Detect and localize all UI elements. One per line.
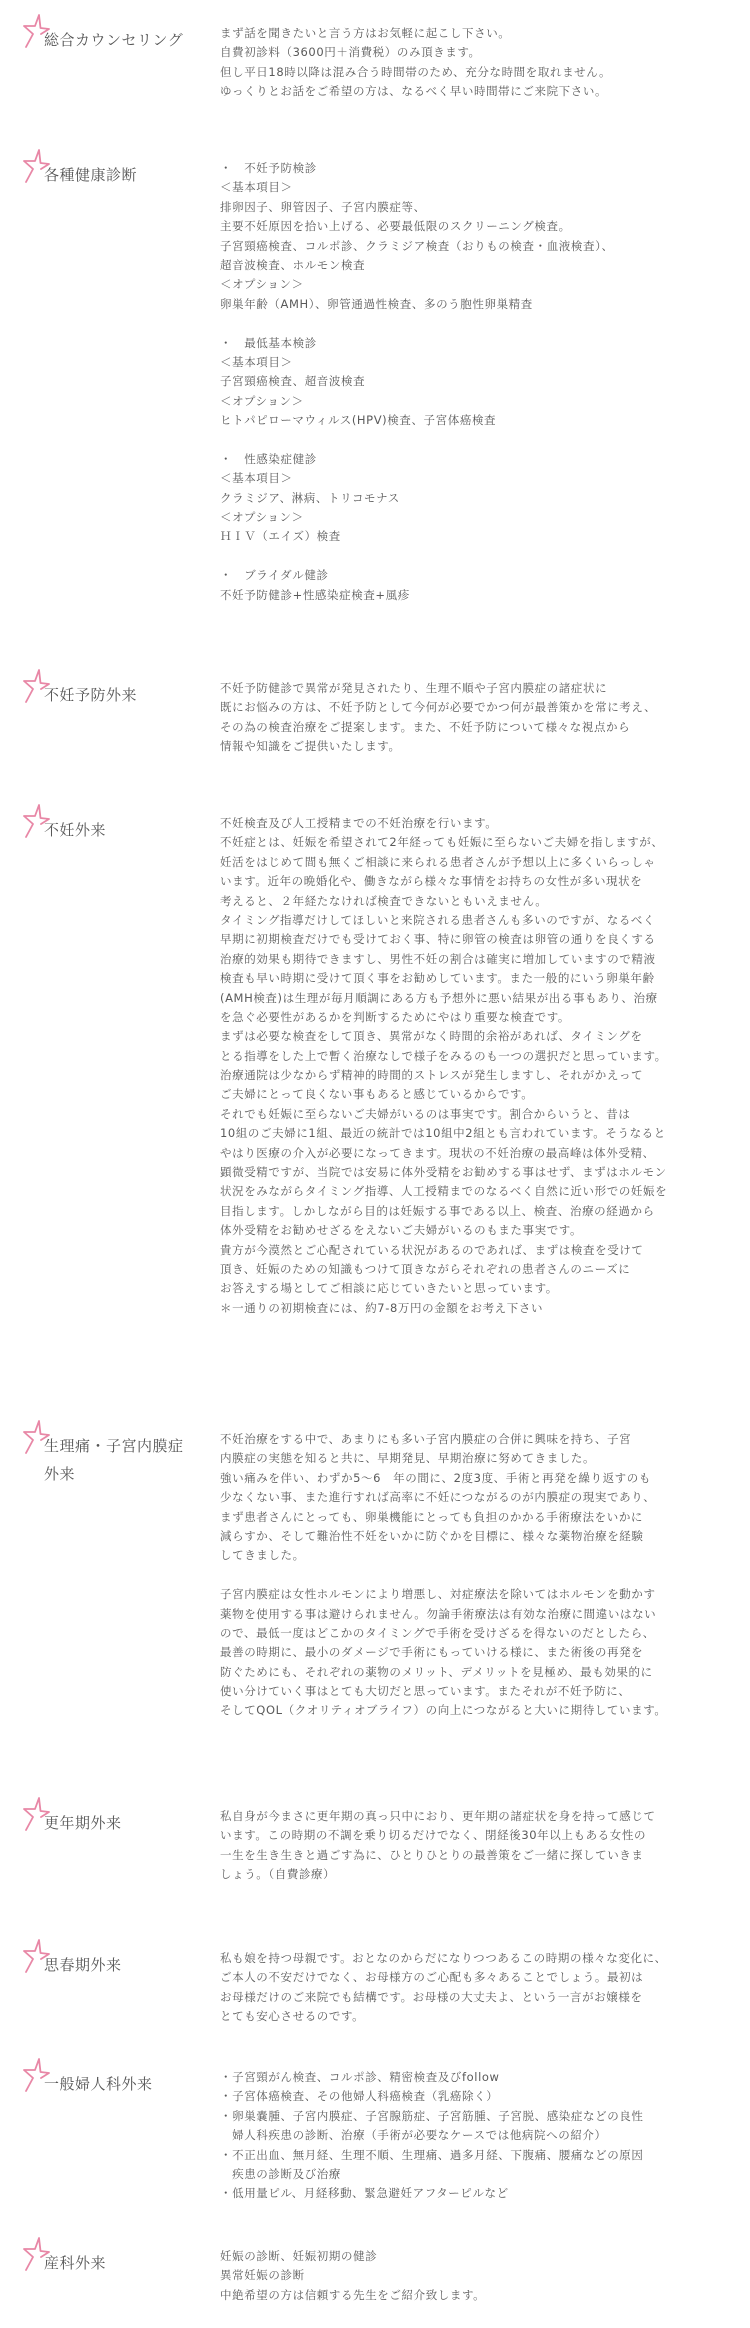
section-heading (22, 14, 212, 64)
text-line: 内膜症の実態を知ると共に、早期発見、早期治療に努めてきました。 (220, 1451, 596, 1466)
section-body (220, 1949, 735, 2027)
text-line: ご夫婦にとって良くない事もあると感じているからです。 (220, 1087, 534, 1102)
text-line: を急ぐ必要性があるかを判断するためにやはり重要な検査です。 (220, 1009, 570, 1024)
text-line: 自費初診料（3600円＋消費税）のみ頂きます。 (220, 45, 481, 60)
text-line: ＜オプション＞ (220, 393, 304, 408)
section-title: 生理痛・子宮内膜症 外来 (44, 1437, 184, 1483)
text-line: 考えると、２年経たなければ検査できないともいえません。 (220, 893, 548, 908)
text-line: 情報や知識をご提供いたします。 (220, 739, 401, 754)
section-body (220, 24, 735, 102)
text-line (220, 1566, 735, 1585)
text-line: 不妊症とは、妊娠を希望されて2年経っても妊娠に至らないご夫婦を指しますが、 (220, 835, 664, 850)
section-title: 更年期外来 (44, 1814, 122, 1832)
section-title: 各種健康診断 (44, 166, 138, 184)
text-line: 薬物を使用する事は避けられません。勿論手術療法は有効な治療に間違いはない (220, 1606, 657, 1621)
section-body (220, 159, 735, 605)
text-line: クラミジア、淋病、トリコモナス (220, 490, 400, 505)
text-line: ・子宮体癌検査、その他婦人科癌検査（乳癌除く） (220, 2089, 499, 2104)
text-line: ＜基本項目＞ (220, 471, 293, 486)
section-body (220, 814, 735, 1318)
section-body (220, 2247, 735, 2305)
text-line: 主要不妊原因を拾い上げる、必要最低限のスクリーニング検査。 (220, 219, 571, 234)
text-line: ・ 不妊予防検診 (220, 161, 317, 175)
text-line: 不妊検査及び人工授精までの不妊治療を行います。 (220, 816, 498, 830)
text-line: しょう。（自費診療） (220, 1867, 336, 1882)
text-line: 中絶希望の方は信頼する先生をご紹介致します。 (220, 2287, 486, 2302)
text-line: 私自身が今まさに更年期の真っ只中におり、更年期の諸症状を身を持って感じて (220, 1809, 656, 1823)
text-line: 超音波検査、ホルモン検査 (220, 257, 366, 272)
section-title: 産科外来 (44, 2254, 107, 2272)
text-line: お答えする場としてご相談に応じていきたいと思っています。 (220, 1281, 558, 1296)
section-title: 不妊外来 (44, 821, 107, 839)
text-line: 10組のご夫婦に1組、最近の統計では10組中2組とも言われています。そうなると (220, 1126, 666, 1141)
text-line: 顕微受精ですが、当院では安易に体外受精をお勧めする事はせず、まずはホルモン (220, 1165, 667, 1180)
text-line: 状況をみながらタイミング指導、人工授精までのなるべく自然に近い形での妊娠を (220, 1184, 668, 1199)
text-line: 但し平日18時以降は混み合う時間帯のため、充分な時間を取れません。 (220, 64, 612, 79)
text-line: ゆっくりとお話をご希望の方は、なるべく早い時間帯にご来院下さい。 (220, 84, 608, 99)
text-line: ・低用量ピル、月経移動、緊急避妊アフターピルなど (220, 2186, 509, 2201)
section-heading (22, 2237, 212, 2287)
section-heading (22, 1939, 212, 1989)
text-line: ・卵巣嚢腫、子宮内膜症、子宮腺筋症、子宮筋腫、子宮脱、感染症などの良性 (220, 2108, 644, 2123)
text-line: ＜基本項目＞ (220, 354, 293, 369)
text-line: 強い痛みを伴い、わずか5～6 年の間に、2度3度、手術と再発を繰り返すのも (220, 1470, 651, 1485)
section-heading (22, 669, 212, 719)
text-line: 頂き、妊娠のための知識もつけて頂きながらそれぞれの患者さんのニーズに (220, 1261, 631, 1276)
text-line: 子宮内膜症は女性ホルモンにより増悪し、対症療法を除いてはホルモンを動かす (220, 1587, 656, 1602)
text-line: 不妊治療をする中で、あまりにも多い子宮内膜症の合併に興味を持ち、子宮 (220, 1432, 632, 1446)
text-line (220, 430, 735, 449)
text-line: ・ 最低基本検診 (220, 335, 317, 350)
text-line: してきました。 (220, 1548, 305, 1563)
text-line: 妊活をはじめて間も無くご相談に来られる患者さんが予想以上に多くいらっしゃ (220, 854, 656, 869)
text-line: 既にお悩みの方は、不妊予防として今何が必要でかつ何が最善策かを常に考え、 (220, 700, 657, 715)
text-line: それでも妊娠に至らないご夫婦がいるのは事実です。割合からいうと、昔は (220, 1106, 631, 1121)
section-body (220, 2068, 735, 2204)
text-line: 体外受精をお勧めせざるをえないご夫婦がいるのもまた事実です。 (220, 1223, 583, 1238)
text-line: ・不正出血、無月経、生理不順、生理痛、過多月経、下腹痛、腰痛などの原因 (220, 2147, 644, 2162)
text-line: その為の検査治療をご提案します。また、不妊予防について様々な視点から (220, 719, 631, 734)
text-line: ・子宮頸がん検査、コルポ診、精密検査及びfollow (220, 2070, 500, 2084)
text-line: とる指導をした上で暫く治療なしで様子をみるのも一つの選択だと思っています。 (220, 1048, 667, 1063)
section-body (220, 1430, 735, 1721)
text-line: 治療通院は少なからず精神的時間的ストレスが発生しますし、それがかえって (220, 1068, 644, 1083)
text-line: まず話を聞きたいと言う方はお気軽に起こし下さい。 (220, 26, 511, 40)
section-heading (22, 804, 212, 854)
text-line: 一生を生き生きと過ごす為に、ひとりひとりの最善策をご一緒に探していきま (220, 1847, 644, 1862)
text-line: 少なくない事、また進行すれば高率に不妊につながるのが内膜症の現実であり、 (220, 1490, 656, 1505)
text-line: ＜基本項目＞ (220, 180, 293, 195)
text-line: お母様だけのご来院でも結構です。お母様の大丈夫よ、という一言がお嬢様を (220, 1989, 643, 2004)
text-line: 排卵因子、卵管因子、子宮内膜症等、 (220, 199, 426, 214)
text-line: 目指します。しかしながら目的は妊娠する事である以上、検査、治療の経過から (220, 1203, 655, 1218)
text-line: 不妊予防健診で異常が発見されたり、生理不順や子宮内膜症の諸症状に (220, 681, 608, 695)
section-heading (22, 1420, 212, 1490)
text-line: 最善の時期に、最小のダメージで手術にもっていける様に、また術後の再発を (220, 1645, 644, 1660)
text-line: ・ 性感染症健診 (220, 451, 317, 466)
text-line: ＜オプション＞ (220, 277, 304, 292)
text-line: 不妊予防健診+性感染症検査+風疹 (220, 587, 410, 602)
text-line: 婦人科疾患の診断、治療（手術が必要なケースでは他病院への紹介） (220, 2128, 607, 2143)
text-line: 子宮頸癌検査、超音波検査 (220, 374, 366, 389)
text-line: そしてQOL（クオリティオブライフ）の向上につながると大いに期待しています。 (220, 1703, 667, 1718)
text-line: います。近年の晩婚化や、働きながら様々な事情をお持ちの女性が多い現状を (220, 874, 643, 889)
section-title: 一般婦人科外来 (44, 2075, 153, 2093)
section-heading (22, 2058, 212, 2108)
text-line: ので、最低一度はどこかのタイミングで手術を受けざるを得ないのだとしたら、 (220, 1625, 655, 1640)
text-line: ・ ブライダル健診 (220, 568, 329, 583)
text-line (220, 314, 735, 333)
text-line: ＨＩＶ（エイズ）検査 (220, 529, 341, 544)
text-line: とても安心させるのです。 (220, 2009, 365, 2024)
text-line: やはり医療の介入が必要になってきます。現状の不妊治療の最高峰は体外受精、 (220, 1145, 655, 1160)
text-line: 貴方が今漠然とご心配されている状況があるのであれば、まずは検査を受けて (220, 1242, 644, 1257)
section-title: 思春期外来 (44, 1956, 122, 1974)
text-line: 早期に初期検査だけでも受けておく事、特に卵管の検査は卵管の通りを良くする (220, 932, 656, 947)
text-line: まずは必要な検査をして頂き、異常がなく時間的余裕があれば、タイミングを (220, 1029, 643, 1044)
text-line: ＜オプション＞ (220, 510, 304, 525)
text-line: 異常妊娠の診断 (220, 2268, 305, 2283)
text-line: タイミング指導だけしてほしいと来院される患者さんも多いのですが、なるべく (220, 912, 656, 927)
text-line: 防ぐためにも、それぞれの薬物のメリット、デメリットを見極め、最も効果的に (220, 1664, 653, 1679)
text-line: 私も娘を持つ母親です。おとなのからだになりつつあるこの時期の様々な変化に、 (220, 1951, 667, 1965)
text-line: 使い分けていく事はとても大切だと思っています。またそれが不妊予防に、 (220, 1684, 631, 1699)
text-line: います。この時期の不調を乗り切るだけでなく、閉経後30年以上もある女性の (220, 1828, 647, 1843)
text-line: ご本人の不安だけでなく、お母様方のご心配も多々あることでしょう。最初は (220, 1970, 644, 1985)
text-line: 減らすか、そして難治性不妊をいかに防ぐかを目標に、様々な薬物治療を経験 (220, 1528, 644, 1543)
text-line (220, 547, 735, 566)
section-heading (22, 149, 212, 199)
text-line: 検査も早い時期に受けて頂く事をお勧めしています。また一般的にいう卵巣年齢 (220, 971, 655, 986)
section-title: 不妊予防外来 (44, 686, 138, 704)
text-line: 卵巣年齢（AMH）、卵管通過性検査、多のう胞性卵巣精査 (220, 296, 533, 311)
section-title: 総合カウンセリング (44, 31, 184, 49)
text-line: (AMH検査)は生理が毎月順調にある方も予想外に悪い結果が出る事もあり、治療 (220, 990, 658, 1005)
text-line: 治療的効果も期待できますし、男性不妊の割合は確実に増加していますので精液 (220, 951, 656, 966)
text-line: ＊一通りの初期検査には、約7-8万円の金額をお考え下さい (220, 1300, 544, 1315)
section-body (220, 1807, 735, 1885)
section-heading (22, 1797, 212, 1847)
text-line: まず患者さんにとっても、卵巣機能にとっても負担のかかる手術療法をいかに (220, 1509, 644, 1524)
text-line: 妊娠の診断、妊娠初期の健診 (220, 2249, 378, 2263)
section-body (220, 679, 735, 757)
text-line: 疾患の診断及び治療 (220, 2166, 341, 2181)
text-line: 子宮頸癌検査、コルポ診、クラミジア検査（おりもの検査・血液検査）、 (220, 238, 614, 253)
text-line: ヒトパピローマウィルス(HPV)検査、子宮体癌検査 (220, 413, 497, 428)
